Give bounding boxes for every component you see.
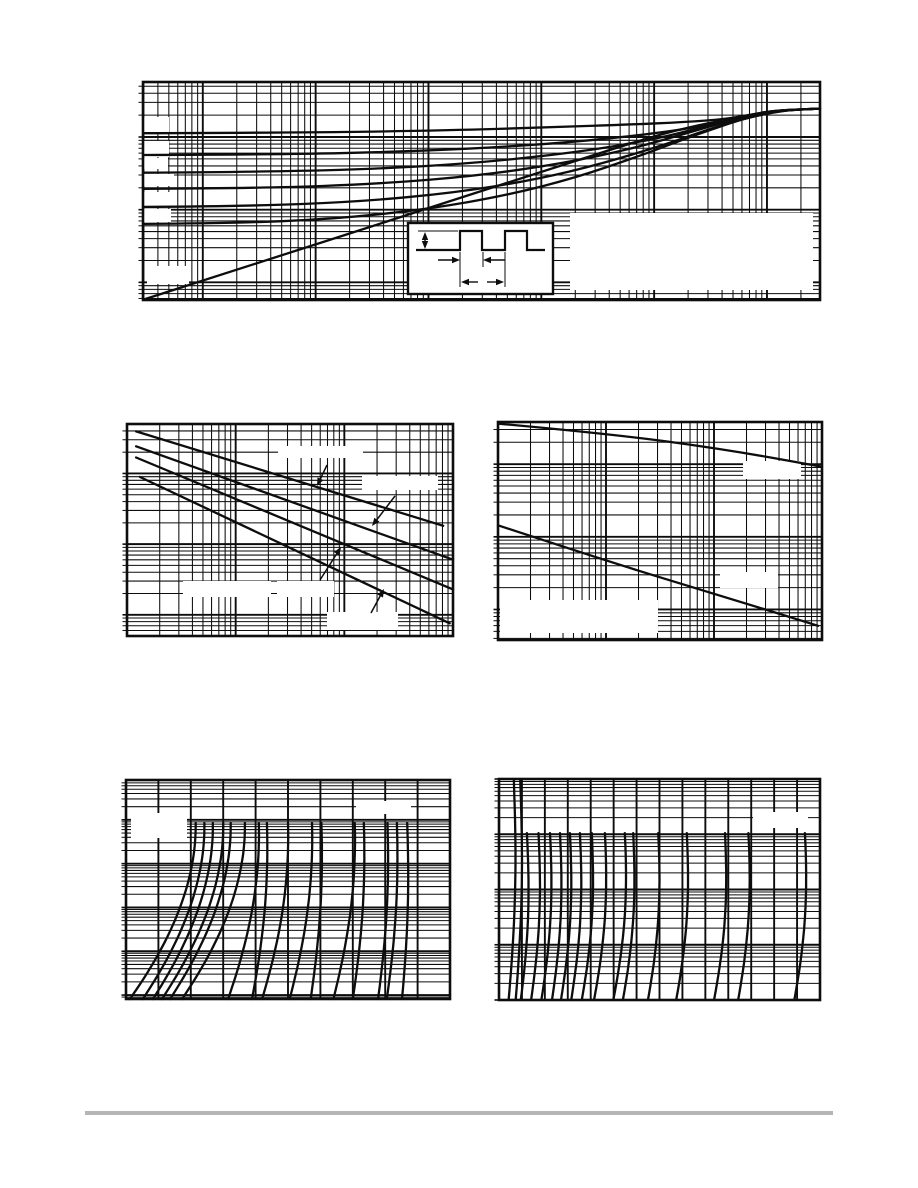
steep-curve-9 [262, 823, 288, 999]
diagonal-line-4 [140, 477, 450, 623]
bottom-left-chart-canvas [122, 780, 451, 999]
blank-label-box [144, 117, 169, 133]
bottom-left-curve-family-chart [117, 771, 459, 1008]
steep-curve-10 [290, 823, 313, 999]
middle-right-chart-canvas [494, 422, 823, 640]
steep-curve-14 [378, 823, 388, 999]
steep-curve-6 [552, 833, 561, 1000]
top-log-log-family-chart [134, 73, 829, 309]
middle-right-log-log-chart [489, 413, 831, 649]
steep-curve-16 [402, 823, 408, 999]
footer-divider-rule [85, 1111, 833, 1115]
steep-curve-16 [738, 833, 750, 1000]
blank-label-box [183, 581, 271, 597]
blank-note-box [570, 213, 813, 290]
middle-left-log-log-chart [118, 415, 462, 645]
steep-curve-8 [571, 833, 581, 1000]
blank-label-box [362, 476, 438, 490]
blank-label-box [131, 813, 187, 838]
steep-curve-13 [648, 833, 660, 1000]
blank-label-box [144, 174, 174, 186]
blank-label-box [500, 600, 658, 633]
blank-label-box [720, 572, 778, 588]
steep-curve-11 [613, 833, 626, 1000]
steep-curve-5 [541, 833, 551, 1000]
blank-label-box [743, 461, 801, 479]
blank-label-box [356, 801, 411, 814]
middle-left-chart-canvas [123, 424, 454, 636]
blank-label-box [144, 158, 168, 169]
blank-label-box [277, 581, 334, 597]
upper-shallow-line [499, 424, 822, 467]
blank-label-box [278, 446, 363, 458]
blank-label-box [753, 812, 808, 828]
blank-label-box [147, 266, 189, 284]
steep-curve-17 [794, 833, 806, 1000]
steep-curve-4 [531, 833, 540, 1000]
diagonal-line-2 [136, 446, 453, 559]
blank-label-box [144, 209, 171, 222]
steep-curve-10 [594, 833, 606, 1000]
pulse-waveform-inset [408, 223, 553, 294]
blank-label-box [327, 612, 398, 630]
blank-label-box [144, 192, 174, 207]
steep-curve-15 [714, 833, 726, 1000]
top-wide-chart-canvas [139, 82, 821, 300]
bottom-right-curve-family-chart [490, 770, 829, 1009]
bottom-right-chart-canvas [495, 779, 821, 1000]
steep-curve-7 [561, 833, 571, 1000]
steep-curve-12 [333, 823, 355, 999]
